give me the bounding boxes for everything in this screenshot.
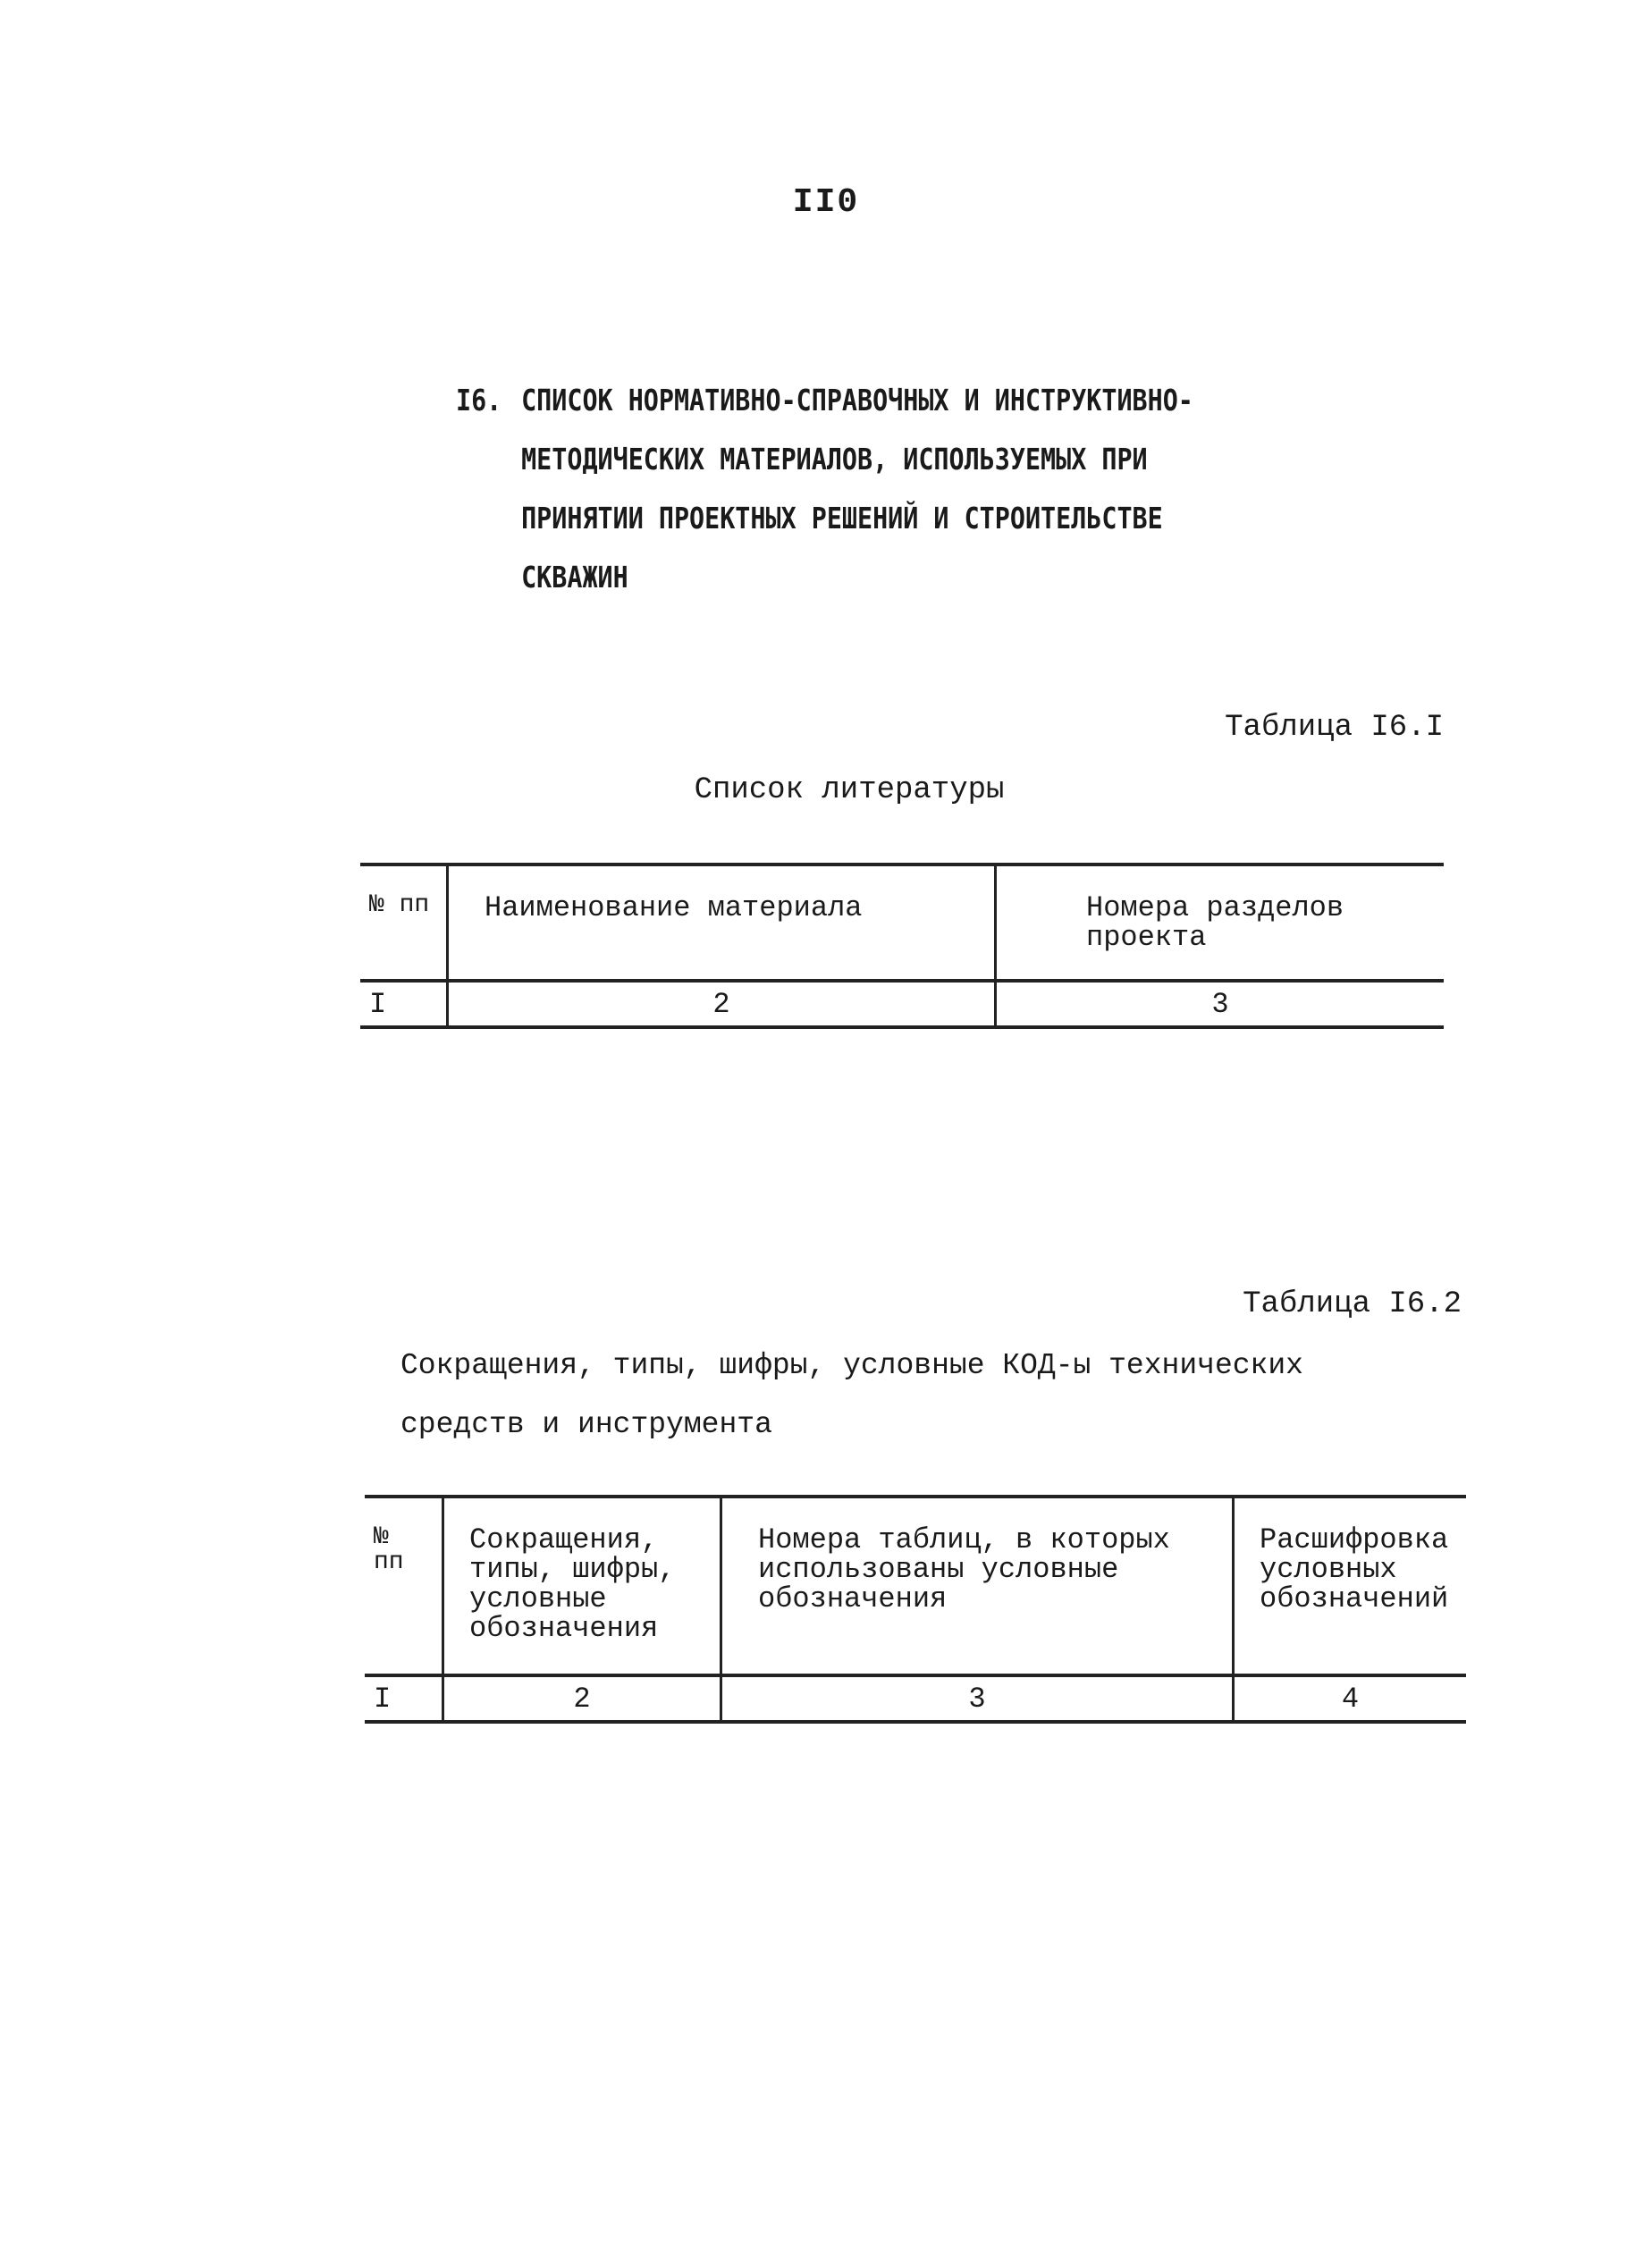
table1-header-name: Наименование материала [448,865,996,981]
section-number: I6. [456,383,502,418]
table2-title-line-2: средств и инструмента [400,1408,772,1441]
section-heading-line-1: I6. СПИСОК НОРМАТИВНО-СПРАВОЧНЫХ И ИНСТРУКТИВНО- [456,371,1302,430]
table2-label: Таблица I6.2 [1243,1287,1462,1321]
table1-label: Таблица I6.I [1225,711,1444,745]
table2-title [400,1337,1429,1455]
table2-header-abbreviations: Сокращения, типы, шифры, условные обозначения [443,1497,721,1675]
section-heading-line-4: СКВАЖИН [521,560,628,595]
table1-cell-1: I [360,981,448,1027]
table1-cell-2: 2 [448,981,996,1027]
section-heading-line-3: ПРИНЯТИИ ПРОЕКТНЫХ РЕШЕНИЙ И СТРОИТЕЛЬСТВЕ [521,501,1163,536]
section-heading [456,371,1302,607]
table2-title-line-1: Сокращения, типы, шифры, условные КОД-ы технических [400,1349,1303,1382]
table1 [360,863,1444,1029]
page-number: II0 [792,183,860,222]
table-row [360,981,1444,1027]
table2-cell-4: 4 [1234,1675,1467,1722]
table1-header-number: № пп [360,865,448,981]
section-heading-line-2: МЕТОДИЧЕСКИХ МАТЕРИАЛОВ, ИСПОЛЬЗУЕМЫХ ПРИ [521,442,1148,477]
table2 [365,1495,1466,1724]
table2-cell-2: 2 [443,1675,721,1722]
table2-cell-3: 3 [721,1675,1234,1722]
table1-cell-3: 3 [996,981,1445,1027]
table2-header-decoding: Расшифровка условных обозначений [1234,1497,1467,1675]
table-row [365,1675,1466,1722]
table1-header-sections: Номера разделов проекта [996,865,1445,981]
table1-title: Список литературы [694,773,1005,807]
table2-cell-1: I [365,1675,443,1722]
table2-header-number: № пп [365,1497,443,1675]
table2-header-tables: Номера таблиц, в которых использованы условные обозначения [721,1497,1234,1675]
